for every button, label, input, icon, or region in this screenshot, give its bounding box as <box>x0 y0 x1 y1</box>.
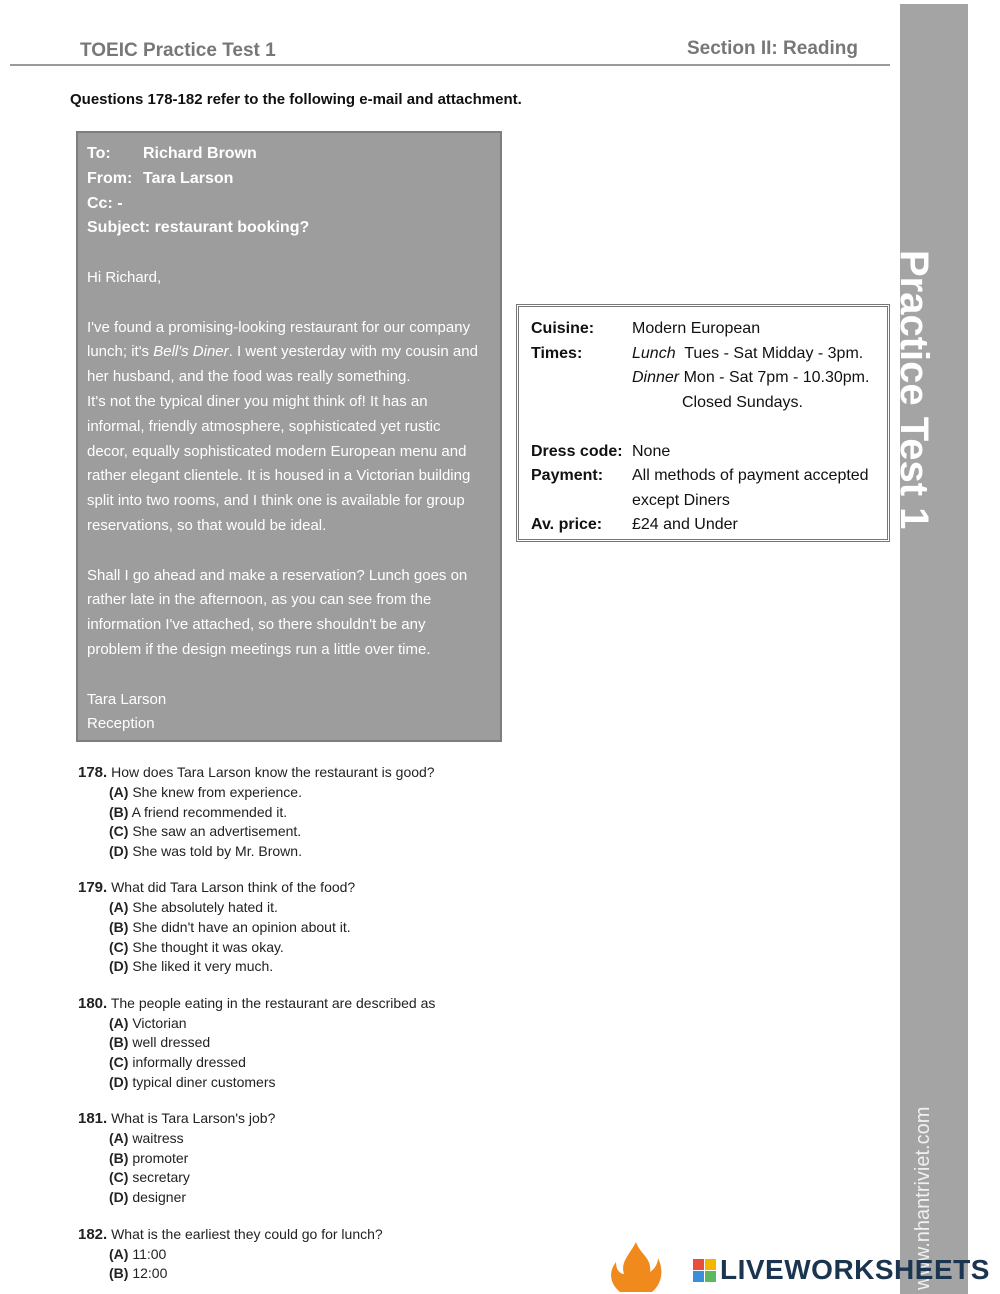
question-text: What is Tara Larson's job? <box>111 1110 276 1127</box>
answer-option[interactable] <box>78 1053 435 1073</box>
info-label: Av. price: <box>531 516 603 533</box>
info-value <box>632 464 887 513</box>
question-2 <box>78 993 435 1092</box>
lunch-label: Lunch <box>632 344 676 362</box>
email-line: rather late in the afternoon, as you can see from the <box>87 591 432 609</box>
side-tab-url: www.nhantriviet.com <box>912 1106 934 1290</box>
signature-name: Tara Larson <box>87 690 167 708</box>
option-letter: (D) <box>109 1188 129 1205</box>
question-3 <box>78 1108 435 1207</box>
logo-grid-cell <box>693 1259 704 1270</box>
option-letter: (A) <box>109 784 129 800</box>
question-stem <box>78 1108 435 1129</box>
option-text: promoter <box>132 1149 189 1166</box>
question-text: How does Tara Larson know the restaurant is good? <box>111 764 435 780</box>
question-text: What did Tara Larson think of the food? <box>111 879 356 896</box>
questions-list <box>78 762 435 1294</box>
email-from <box>87 167 490 192</box>
lunch-times <box>632 342 879 367</box>
question-1 <box>78 877 435 976</box>
logo-grid-cell <box>705 1271 716 1282</box>
liveworksheets-wordmark: LIVEWORKSHEETS <box>720 1254 990 1285</box>
info-label: Times: <box>531 344 583 362</box>
email-line: rather elegant clientele. It is housed in a Victorian building <box>87 467 471 485</box>
option-text: well dressed <box>132 1034 211 1051</box>
option-letter: (D) <box>109 958 129 975</box>
email-to-value: Richard Brown <box>143 145 257 162</box>
option-letter: (A) <box>109 899 129 916</box>
info-label: Dress code: <box>531 442 623 460</box>
answer-option[interactable] <box>78 1168 435 1188</box>
email-box <box>76 131 502 742</box>
option-text: She absolutely hated it. <box>132 899 278 916</box>
question-number: 181. <box>78 1110 108 1128</box>
questions-intro: Questions 178-182 refer to the following e-mail and attachment. <box>70 91 522 108</box>
answer-option[interactable] <box>78 1033 435 1053</box>
option-text: She didn't have an opinion about it. <box>132 918 351 935</box>
question-stem <box>78 762 435 783</box>
answer-option[interactable] <box>78 957 435 977</box>
info-value: None <box>632 442 671 460</box>
email-text: . I went yesterday with my cousin and <box>228 343 478 361</box>
option-letter: (C) <box>109 1169 129 1186</box>
email-paragraph-3 <box>87 564 490 663</box>
attachment-info-box <box>516 304 890 542</box>
option-letter: (C) <box>109 1053 129 1070</box>
email-paragraph-2 <box>87 390 490 539</box>
logo-grid-cell <box>693 1271 704 1282</box>
info-row-times <box>531 342 887 416</box>
info-value: Modern European <box>632 320 761 337</box>
question-stem <box>78 877 435 898</box>
email-from-value: Tara Larson <box>143 169 234 187</box>
question-stem <box>78 1224 435 1245</box>
option-text: Victorian <box>132 1014 187 1031</box>
question-number: 180. <box>78 994 108 1012</box>
info-row-payment <box>531 464 887 513</box>
question-number: 182. <box>78 1225 108 1243</box>
option-text: informally dressed <box>132 1053 246 1070</box>
answer-option[interactable] <box>78 1264 435 1284</box>
email-line: reservations, so that would be ideal. <box>87 516 327 534</box>
answer-option[interactable] <box>78 1188 435 1208</box>
question-text: What is the earliest they could go for lunch? <box>111 1225 383 1242</box>
option-text: secretary <box>132 1169 190 1186</box>
lunch-hours: Tues - Sat Midday - 3pm. <box>684 344 864 362</box>
answer-option[interactable] <box>78 822 435 842</box>
side-tab-title: Practice Test 1 <box>892 250 936 530</box>
email-signature <box>87 688 490 738</box>
option-letter: (C) <box>109 938 129 955</box>
option-letter: (B) <box>109 803 129 820</box>
option-text: designer <box>132 1188 187 1205</box>
question-text: The people eating in the restaurant are described as <box>110 994 436 1011</box>
answer-option[interactable] <box>78 803 435 823</box>
answer-option[interactable] <box>78 1073 435 1093</box>
email-line: information I've attached, so there shouldn't be any <box>87 616 426 634</box>
question-4 <box>78 1224 435 1284</box>
header-divider <box>10 64 890 66</box>
header-title-left: TOEIC Practice Test 1 <box>80 40 276 61</box>
answer-option[interactable] <box>78 842 435 862</box>
option-letter: (A) <box>109 1245 129 1262</box>
email-to <box>87 142 490 167</box>
option-letter: (A) <box>109 1014 129 1031</box>
signature-department: Reception <box>87 715 155 733</box>
option-letter: (D) <box>109 1073 129 1090</box>
side-tab <box>900 4 968 1294</box>
answer-option[interactable] <box>78 918 435 938</box>
answer-option[interactable] <box>78 1014 435 1034</box>
email-line: problem if the design meetings run a little over time. <box>87 640 431 658</box>
email-line: her husband, and the food was really something. <box>87 368 411 386</box>
email-line: Shall I go ahead and make a reservation? Lunch goes on <box>87 566 468 584</box>
option-letter: (B) <box>109 1149 129 1166</box>
option-text: typical diner customers <box>132 1073 276 1090</box>
email-text: lunch; it's <box>87 343 154 361</box>
email-line: decor, equally sophisticated modern European menu and <box>87 442 467 460</box>
logo-grid-cell <box>705 1259 716 1270</box>
answer-option[interactable] <box>78 898 435 918</box>
liveworksheets-logo <box>693 1256 990 1284</box>
option-letter: (A) <box>109 1130 129 1147</box>
email-line: split into two rooms, and I think one is available for group <box>87 492 465 510</box>
option-text: 11:00 <box>132 1245 167 1262</box>
payment-line: except Diners <box>632 491 730 509</box>
dinner-times <box>632 366 879 391</box>
option-letter: (B) <box>109 918 129 935</box>
answer-option[interactable] <box>78 1129 435 1149</box>
payment-line: All methods of payment accepted <box>632 467 869 484</box>
closed-note: Closed Sundays. <box>682 393 803 411</box>
email-line: I've found a promising-looking restaurant for our company <box>87 318 471 336</box>
email-greeting: Hi Richard, <box>87 268 162 286</box>
option-text: She was told by Mr. Brown. <box>132 842 302 859</box>
answer-option[interactable] <box>78 1149 435 1169</box>
info-label: Payment: <box>531 467 604 484</box>
question-number: 178. <box>78 764 108 781</box>
email-to-label: To: <box>87 145 111 162</box>
answer-option[interactable] <box>78 938 435 958</box>
dinner-hours: Mon - Sat 7pm - 10.30pm. <box>683 369 870 386</box>
info-row-cuisine <box>531 317 887 342</box>
info-row-price <box>531 513 887 538</box>
email-line: It's not the typical diner you might think of! It has an <box>87 392 428 410</box>
option-text: She knew from experience. <box>132 784 302 800</box>
info-value: £24 and Under <box>632 516 738 533</box>
question-stem <box>78 993 435 1014</box>
dinner-label: Dinner <box>632 369 680 386</box>
email-cc: Cc: - <box>87 194 123 212</box>
question-0 <box>78 762 435 861</box>
header-title-right: Section II: Reading <box>686 38 858 59</box>
option-text: A friend recommended it. <box>131 803 288 820</box>
option-text: She liked it very much. <box>132 958 274 975</box>
info-label: Cuisine: <box>531 320 595 337</box>
option-text: She saw an advertisement. <box>132 823 302 840</box>
option-text: She thought it was okay. <box>132 938 284 955</box>
logo-grid-icon <box>693 1259 716 1282</box>
answer-option[interactable] <box>78 1245 435 1265</box>
option-text: 12:00 <box>132 1265 168 1282</box>
flame-icon <box>606 1240 666 1294</box>
email-from-label: From: <box>87 169 133 187</box>
email-paragraph-1 <box>87 316 490 390</box>
question-number: 179. <box>78 879 108 897</box>
option-letter: (C) <box>109 823 129 840</box>
email-line: informal, friendly atmosphere, sophisticated yet rustic <box>87 417 441 435</box>
info-row-dress <box>531 440 887 465</box>
option-letter: (D) <box>109 842 129 859</box>
info-value <box>632 342 887 416</box>
answer-option[interactable] <box>78 783 435 803</box>
option-letter: (B) <box>109 1265 129 1282</box>
restaurant-name: Bell's Diner <box>153 343 229 361</box>
option-text: waitress <box>132 1130 184 1147</box>
email-line <box>87 340 490 365</box>
option-letter: (B) <box>109 1034 129 1051</box>
email-subject: Subject: restaurant booking? <box>87 219 310 237</box>
